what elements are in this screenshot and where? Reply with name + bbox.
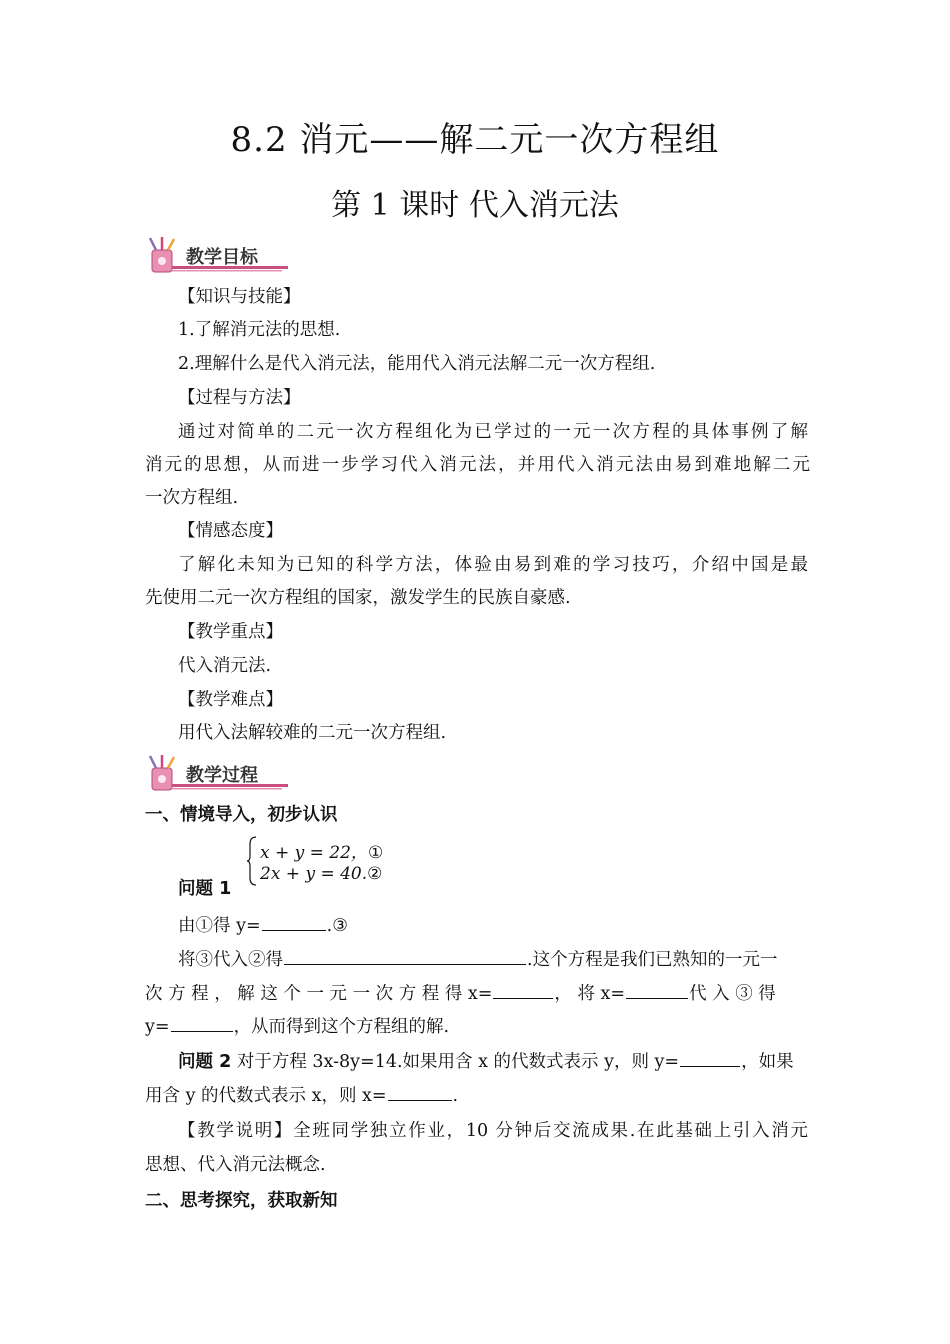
teaching-note-line-2: 思想、代入消元法概念. [145,1155,326,1175]
emotion-heading: 【情感态度】 [178,521,283,541]
process-heading: 【过程与方法】 [178,388,301,408]
answer-blank[interactable] [262,914,326,931]
answer-blank[interactable] [284,948,526,965]
process-text-line-1: 通过对简单的二元一次方程组化为已学过的一元一次方程的具体事例了解 [178,422,808,442]
section-heading-2: 二、思考探究，获取新知 [145,1191,338,1211]
knowledge-item-1: 1.了解消元法的思想. [178,320,341,340]
badge-label: 教学过程 [186,765,258,786]
knowledge-heading: 【知识与技能】 [178,287,301,307]
question-1-label: 问题 1 [178,879,232,899]
teaching-note-line-1: 【教学说明】全班同学独立作业，10 分钟后交流成果.在此基础上引入消元 [178,1121,808,1141]
process-text-line-2: 消元的思想，从而进一步学习代入消元法，并用代入消元法由易到难地解二元 [145,455,810,475]
section-badge-objectives [142,236,292,276]
key-point-text: 代入消元法. [178,656,272,676]
question-2-label: 问题 2 [178,1052,232,1072]
emotion-text-line-1: 了解化未知为已知的科学方法，体验由易到难的学习技巧，介绍中国是最 [178,555,808,575]
question-1-line-2: 将③代入②得 .这个方程是我们已熟知的一元一 [178,950,778,970]
answer-blank[interactable] [493,982,553,999]
difficult-point-text: 用代入法解较难的二元一次方程组. [178,723,447,743]
answer-blank[interactable] [680,1050,740,1067]
equation-1-mark: ① [367,843,384,863]
lesson-subtitle: 第 1 课时 代入消元法 [331,188,619,223]
answer-blank[interactable] [388,1084,452,1101]
equation-1: x + y = 22， [260,843,368,863]
question-1-line-1: 由①得 y= .③ [178,916,348,936]
process-text-line-3: 一次方程组. [145,488,239,508]
document-title: 8.2 消元——解二元一次方程组 [230,120,720,160]
equation-2-mark: ② [367,864,383,884]
equation-2: 2x + y = 40. [260,864,368,884]
answer-blank[interactable] [626,982,688,999]
emotion-text-line-2: 先使用二元一次方程组的国家，激发学生的民族自豪感. [145,588,571,608]
section-badge-process [142,754,292,794]
difficult-point-heading: 【教学难点】 [178,690,283,710]
question-1-line-4: y= ，从而得到这个方程组的解. [145,1017,450,1037]
knowledge-item-2: 2.理解什么是代入消元法，能用代入消元法解二元一次方程组. [178,354,656,374]
key-point-heading: 【教学重点】 [178,622,283,642]
question-2-line-1: 问题 2 对于方程 3x-8y=14.如果用含 x 的代数式表示 y，则 y= ，如果 [178,1052,794,1072]
answer-blank[interactable] [171,1015,233,1032]
question-1-line-3: 次 方 程 ， 解 这 个 一 元 一 次 方 程 得 x= ， 将 x= 代 入 ③ 得 [145,984,776,1004]
section-heading-1: 一、情境导入，初步认识 [145,805,338,825]
badge-label: 教学目标 [186,247,258,268]
question-2-line-2: 用含 y 的代数式表示 x，则 x= . [145,1086,459,1106]
